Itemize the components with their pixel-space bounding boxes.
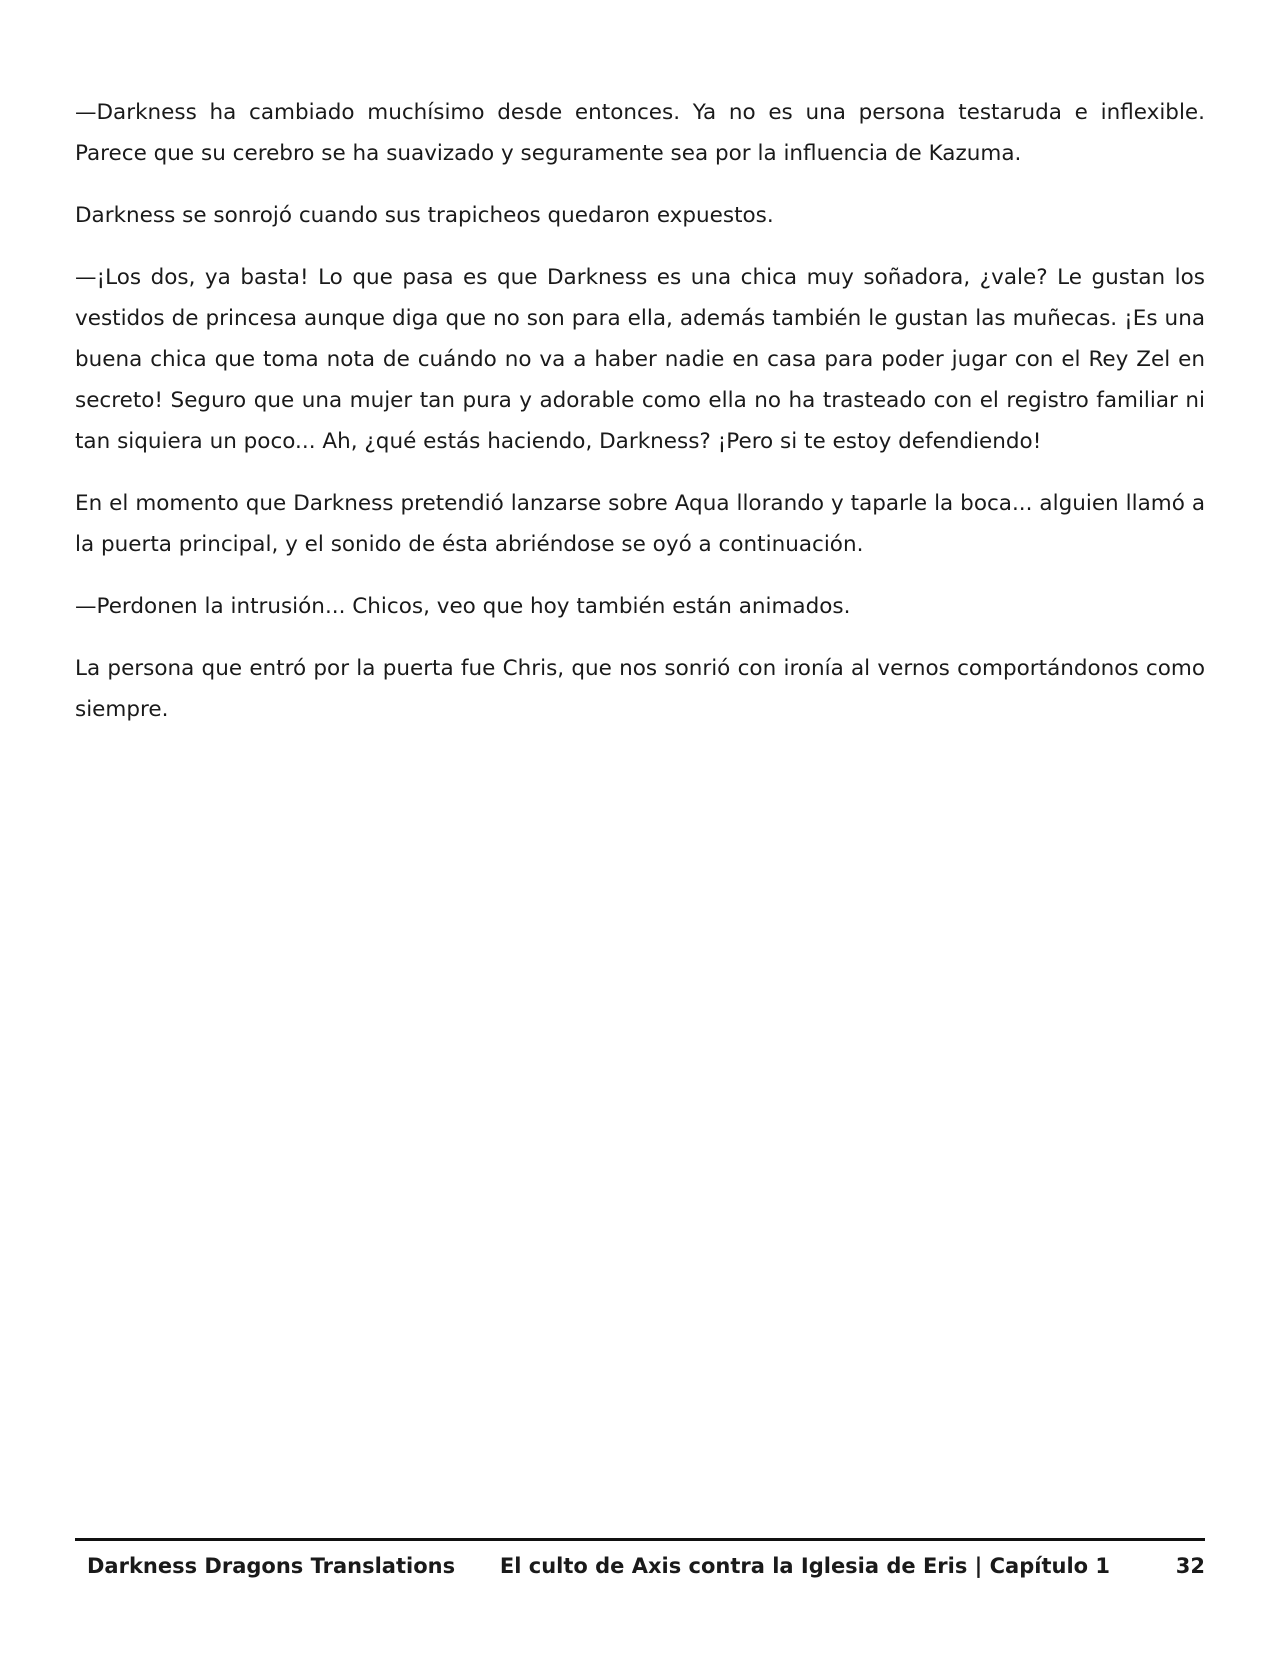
footer-chapter-title: El culto de Axis contra la Iglesia de Eris | Capítulo 1 [499,1554,1110,1578]
paragraph-1: —Darkness ha cambiado muchísimo desde entonces. Ya no es una persona testaruda e inflexible. Parece que su cerebro se ha suavizado y seguramente sea por la influencia de Kazuma. [75,100,1205,166]
footer-page-number: 32 [1175,1554,1205,1578]
paragraph-2: Darkness se sonrojó cuando sus trapicheos quedaron expuestos. [75,203,774,228]
page-body [75,92,1205,751]
paragraph-5: —Perdonen la intrusión... Chicos, veo que hoy también están animados. [75,594,851,619]
paragraph-3: —¡Los dos, ya basta! Lo que pasa es que Darkness es una chica muy soñadora, ¿vale? Le gustan los vestidos de princesa aunque diga que no son para ella, además también le gustan las muñecas. ¡Es una buena chica que toma nota de cuándo no va a haber nadie en casa para poder jugar con el Rey Zel en secreto! Seguro que una mujer tan pura y adorable como ella no ha trasteado con el registro familiar ni tan siquiera un poco... Ah, ¿qué estás haciendo, Darkness? ¡Pero si te estoy defendiendo! [75,265,1205,454]
paragraph-4: En el momento que Darkness pretendió lanzarse sobre Aqua llorando y taparle la boca... alguien llamó a la puerta principal, y el sonido de ésta abriéndose se oyó a continuación. [75,491,1205,557]
footer-divider [75,1538,1205,1541]
footer-publisher: Darkness Dragons Translations [87,1554,456,1578]
paragraph-6: La persona que entró por la puerta fue Chris, que nos sonrió con ironía al vernos comportándonos como siempre. [75,656,1205,722]
page-footer [75,1550,1205,1584]
